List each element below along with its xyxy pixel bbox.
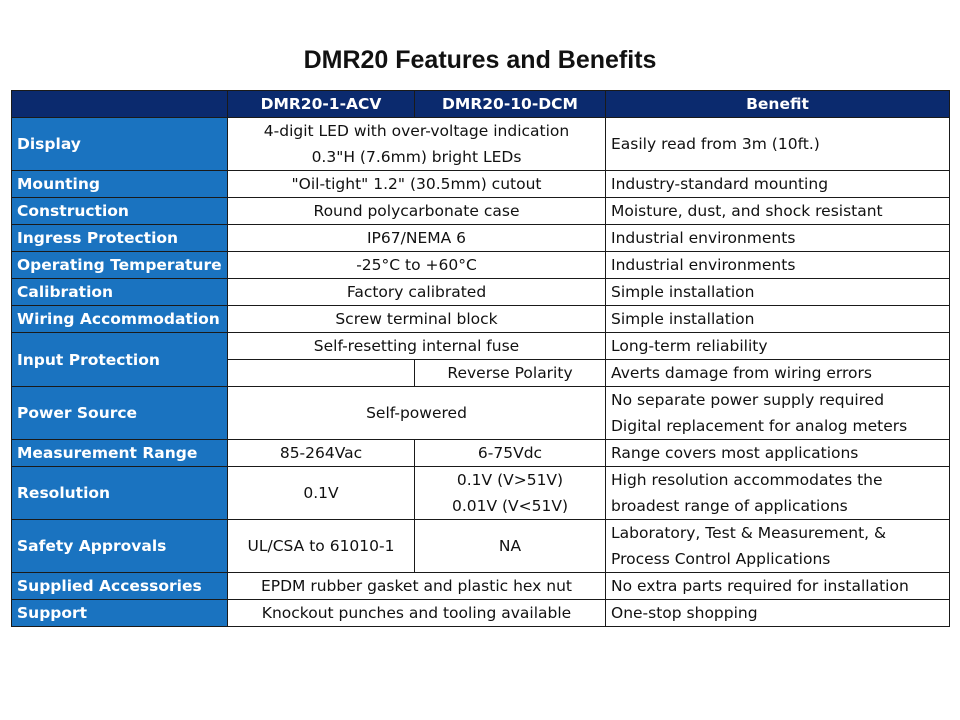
benefit-resolution (606, 467, 950, 520)
table-row (12, 467, 950, 520)
benefit-resolution-line: broadest range of applications (611, 497, 848, 515)
header-corner (12, 91, 228, 118)
spec-range-dcm: 6-75Vdc (415, 440, 606, 467)
benefit-display: Easily read from 3m (10ft.) (606, 118, 950, 171)
benefit-wiring: Simple installation (606, 306, 950, 333)
spec-input-polarity-dcm: Reverse Polarity (415, 360, 606, 387)
row-label-accessories: Supplied Accessories (12, 573, 228, 600)
table-row (12, 387, 950, 440)
benefit-safety-line: Process Control Applications (611, 550, 831, 568)
header-acv: DMR20-1-ACV (228, 91, 415, 118)
table-row (12, 252, 950, 279)
spec-temperature: -25°C to +60°C (228, 252, 606, 279)
benefit-temperature: Industrial environments (606, 252, 950, 279)
row-label-range: Measurement Range (12, 440, 228, 467)
spec-input-polarity-acv (228, 360, 415, 387)
table-row (12, 171, 950, 198)
header-dcm: DMR20-10-DCM (415, 91, 606, 118)
spec-accessories: EPDM rubber gasket and plastic hex nut (228, 573, 606, 600)
features-table (11, 90, 950, 627)
benefit-input-polarity: Averts damage from wiring errors (606, 360, 950, 387)
row-label-wiring: Wiring Accommodation (12, 306, 228, 333)
spec-mounting: "Oil-tight" 1.2" (30.5mm) cutout (228, 171, 606, 198)
spec-resolution-dcm-line: 0.01V (V<51V) (451, 497, 569, 515)
benefit-mounting: Industry-standard mounting (606, 171, 950, 198)
table-row (12, 520, 950, 573)
benefit-power-line: No separate power supply required (611, 391, 885, 409)
benefit-ingress: Industrial environments (606, 225, 950, 252)
table-header-row (12, 91, 950, 118)
table-row (12, 573, 950, 600)
row-label-ingress: Ingress Protection (12, 225, 228, 252)
benefit-input-fuse: Long-term reliability (606, 333, 950, 360)
benefit-accessories: No extra parts required for installation (606, 573, 950, 600)
spec-wiring: Screw terminal block (228, 306, 606, 333)
benefit-power-line: Digital replacement for analog meters (611, 417, 908, 435)
benefit-safety (606, 520, 950, 573)
table-row (12, 198, 950, 225)
row-label-support: Support (12, 600, 228, 627)
row-label-input: Input Protection (12, 333, 228, 387)
row-label-calibration: Calibration (12, 279, 228, 306)
spec-construction: Round polycarbonate case (228, 198, 606, 225)
table-row (12, 333, 950, 360)
benefit-safety-line: Laboratory, Test & Measurement, & (611, 524, 887, 542)
row-label-safety: Safety Approvals (12, 520, 228, 573)
table-row (12, 306, 950, 333)
spec-safety-acv: UL/CSA to 61010-1 (228, 520, 415, 573)
benefit-range: Range covers most applications (606, 440, 950, 467)
row-label-mounting: Mounting (12, 171, 228, 198)
spec-calibration: Factory calibrated (228, 279, 606, 306)
table-row (12, 600, 950, 627)
spec-display-line: 4-digit LED with over-voltage indication (263, 122, 570, 140)
row-label-temperature: Operating Temperature (12, 252, 228, 279)
spec-resolution-dcm (415, 467, 606, 520)
table-row (12, 279, 950, 306)
spec-power: Self-powered (228, 387, 606, 440)
spec-support: Knockout punches and tooling available (228, 600, 606, 627)
row-label-power: Power Source (12, 387, 228, 440)
benefit-construction: Moisture, dust, and shock resistant (606, 198, 950, 225)
table-row (12, 118, 950, 171)
row-label-construction: Construction (12, 198, 228, 225)
benefit-calibration: Simple installation (606, 279, 950, 306)
page-title: DMR20 Features and Benefits (303, 46, 657, 74)
spec-ingress: IP67/NEMA 6 (228, 225, 606, 252)
row-label-resolution: Resolution (12, 467, 228, 520)
table-row (12, 440, 950, 467)
benefit-support: One-stop shopping (606, 600, 950, 627)
benefit-power (606, 387, 950, 440)
spec-display (228, 118, 606, 171)
spec-resolution-dcm-line: 0.1V (V>51V) (456, 471, 564, 489)
table-row (12, 225, 950, 252)
spec-safety-dcm: NA (415, 520, 606, 573)
benefit-resolution-line: High resolution accommodates the (611, 471, 883, 489)
spec-range-acv: 85-264Vac (228, 440, 415, 467)
row-label-display: Display (12, 118, 228, 171)
header-benefit: Benefit (606, 91, 950, 118)
spec-display-line: 0.3"H (7.6mm) bright LEDs (311, 148, 522, 166)
spec-input-fuse: Self-resetting internal fuse (228, 333, 606, 360)
spec-resolution-acv: 0.1V (228, 467, 415, 520)
